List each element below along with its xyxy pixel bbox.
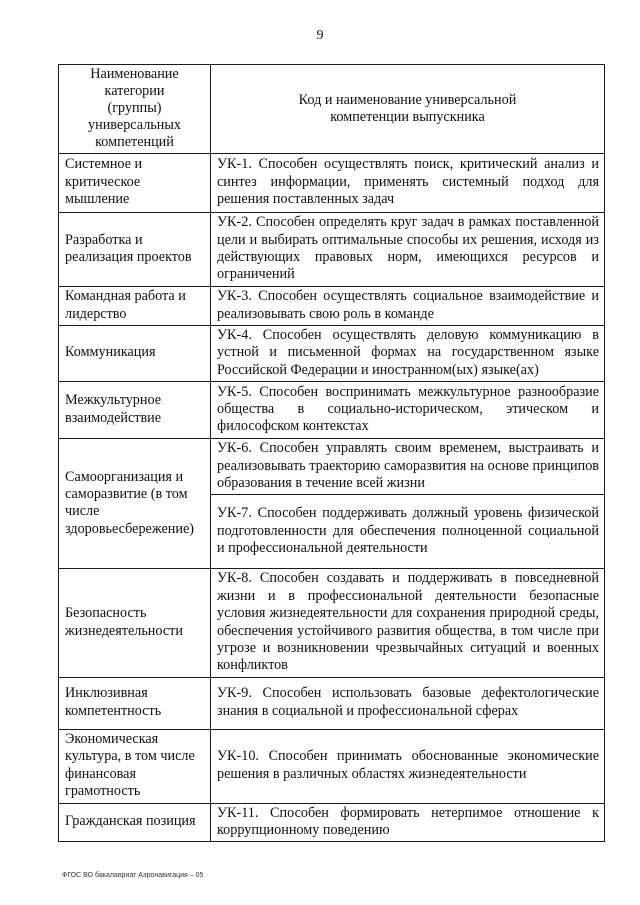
- category-cell: Инклюзивная компетентность: [59, 677, 211, 729]
- category-cell: Межкультурное взаимодействие: [59, 382, 211, 439]
- competence-cell: УК-2. Способен определять круг задач в рамках поставленной цели и выбирать оптимальные способы их решения, исходя из действующих правовых норм, имеющихся ресурсов и ограничений: [211, 213, 605, 287]
- header-category: Наименование категории (группы) универсальных компетенций: [59, 65, 211, 154]
- competence-cell: УК-9. Способен использовать базовые дефектологические знания в социальной и профессиональной сферах: [211, 677, 605, 729]
- table-row: [59, 729, 605, 803]
- table-row: [59, 569, 605, 677]
- competence-cell: УК-8. Способен создавать и поддерживать в повседневной жизни и в профессиональной деятельности безопасные условия жизнедеятельности для сохранения природной среды, обеспечения устойчивого развития общества, в том числе при угрозе и возникновении чрезвычайных ситуаций и военных конфликтов: [211, 569, 605, 677]
- table-row: [59, 439, 605, 495]
- category-cell: Гражданская позиция: [59, 803, 211, 842]
- table-header-row: [59, 65, 605, 154]
- competence-cell: УК-10. Способен принимать обоснованные экономические решения в различных областях жизнедеятельности: [211, 729, 605, 803]
- table-row: [59, 287, 605, 326]
- competence-cell: УК-4. Способен осуществлять деловую коммуникацию в устной и письменной формах на государственном языке Российской Федерации и иностранном(ых) языке(ах): [211, 326, 605, 382]
- competence-cell: УК-6. Способен управлять своим временем, выстраивать и реализовывать траекторию саморазвития на основе принципов образования в течение всей жизни: [211, 439, 605, 495]
- table-row: [59, 213, 605, 287]
- table-row: [59, 154, 605, 213]
- competence-cell: УК-7. Способен поддерживать должный уровень физической подготовленности для обеспечения полноценной социальной и профессиональной деятельности: [211, 495, 605, 569]
- category-cell: Самоорганизация и саморазвитие (в том числе здоровьесбережение): [59, 439, 211, 569]
- competence-table: [58, 64, 605, 842]
- table-row: [59, 326, 605, 382]
- competence-cell: УК-11. Способен формировать нетерпимое отношение к коррупционному поведению: [211, 803, 605, 842]
- competence-cell: УК-5. Способен воспринимать межкультурное разнообразие общества в социально-историческом, этическом и философском контекстах: [211, 382, 605, 439]
- competence-cell: УК-1. Способен осуществлять поиск, критический анализ и синтез информации, применять системный подход для решения поставленных задач: [211, 154, 605, 213]
- table-row: [59, 677, 605, 729]
- category-cell: Системное и критическое мышление: [59, 154, 211, 213]
- header-competence: Код и наименование универсальной компетенции выпускника: [211, 65, 605, 154]
- category-cell: Безопасность жизнедеятельности: [59, 569, 211, 677]
- document-footer: ФГОС ВО бакалавриат Аэронавигация – 05: [62, 872, 204, 879]
- category-cell: Экономическая культура, в том числе финансовая грамотность: [59, 729, 211, 803]
- table-row: [59, 803, 605, 842]
- category-cell: Командная работа и лидерство: [59, 287, 211, 326]
- category-cell: Коммуникация: [59, 326, 211, 382]
- table-row: [59, 382, 605, 439]
- competence-cell: УК-3. Способен осуществлять социальное взаимодействие и реализовывать свою роль в команде: [211, 287, 605, 326]
- page-number: 9: [316, 28, 324, 43]
- category-cell: Разработка и реализация проектов: [59, 213, 211, 287]
